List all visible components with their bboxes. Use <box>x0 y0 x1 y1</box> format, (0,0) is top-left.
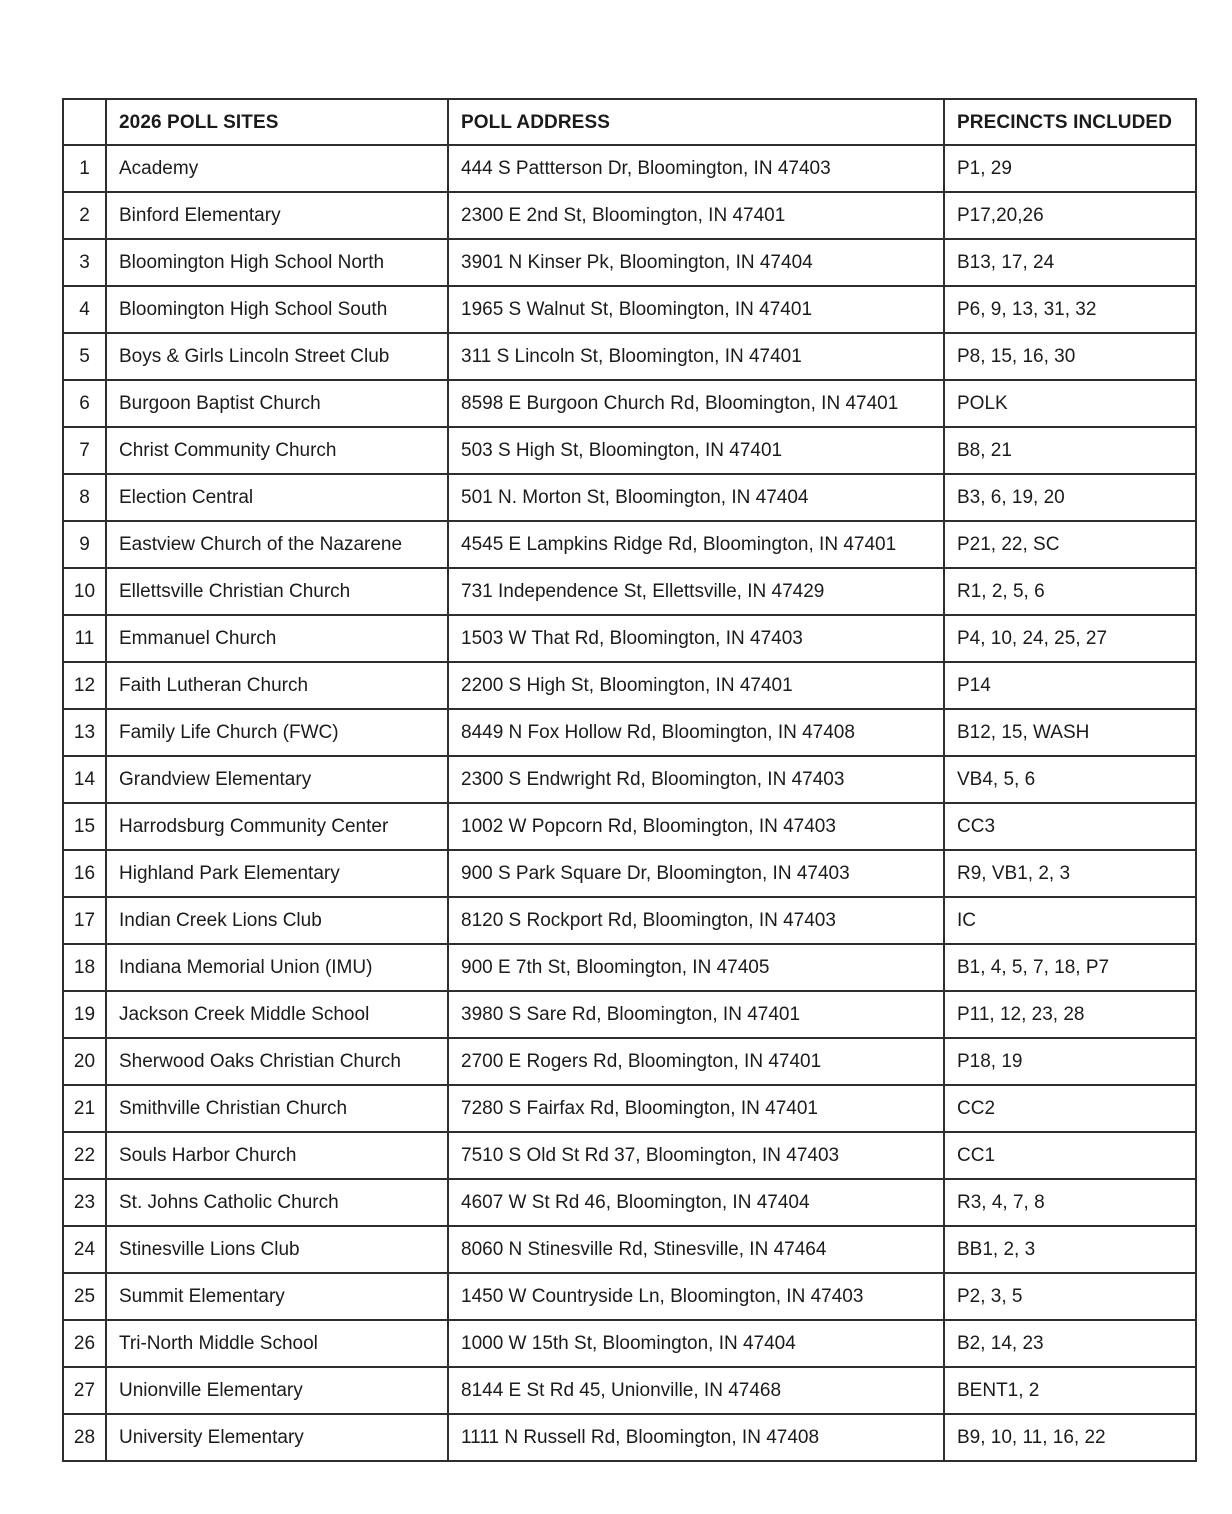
row-number-cell: 2 <box>63 192 106 239</box>
table-body <box>63 145 1196 1461</box>
poll-address-cell: 2300 S Endwright Rd, Bloomington, IN 47403 <box>448 756 944 803</box>
table-row <box>63 1273 1196 1320</box>
precincts-cell: B13, 17, 24 <box>944 239 1196 286</box>
poll-address-cell: 900 S Park Square Dr, Bloomington, IN 47403 <box>448 850 944 897</box>
row-number-cell: 6 <box>63 380 106 427</box>
precincts-cell: R9, VB1, 2, 3 <box>944 850 1196 897</box>
table-row <box>63 1038 1196 1085</box>
precincts-cell: B3, 6, 19, 20 <box>944 474 1196 521</box>
row-number-cell: 10 <box>63 568 106 615</box>
poll-site-cell: Unionville Elementary <box>106 1367 448 1414</box>
table-row <box>63 239 1196 286</box>
table-row <box>63 1132 1196 1179</box>
table-row <box>63 944 1196 991</box>
poll-site-cell: Tri-North Middle School <box>106 1320 448 1367</box>
precincts-cell: P8, 15, 16, 30 <box>944 333 1196 380</box>
table-row <box>63 897 1196 944</box>
precincts-cell: VB4, 5, 6 <box>944 756 1196 803</box>
row-number-cell: 20 <box>63 1038 106 1085</box>
row-number-cell: 7 <box>63 427 106 474</box>
table-row <box>63 1085 1196 1132</box>
header-poll-address: POLL ADDRESS <box>448 99 944 145</box>
poll-site-cell: Election Central <box>106 474 448 521</box>
poll-site-cell: St. Johns Catholic Church <box>106 1179 448 1226</box>
table-row <box>63 568 1196 615</box>
row-number-cell: 9 <box>63 521 106 568</box>
row-number-cell: 13 <box>63 709 106 756</box>
poll-site-cell: Grandview Elementary <box>106 756 448 803</box>
poll-site-cell: Summit Elementary <box>106 1273 448 1320</box>
poll-address-cell: 8598 E Burgoon Church Rd, Bloomington, IN 47401 <box>448 380 944 427</box>
row-number-cell: 25 <box>63 1273 106 1320</box>
precincts-cell: P11, 12, 23, 28 <box>944 991 1196 1038</box>
precincts-cell: CC2 <box>944 1085 1196 1132</box>
precincts-cell: BENT1, 2 <box>944 1367 1196 1414</box>
precincts-cell: B2, 14, 23 <box>944 1320 1196 1367</box>
poll-site-cell: Harrodsburg Community Center <box>106 803 448 850</box>
header-poll-sites: 2026 POLL SITES <box>106 99 448 145</box>
row-number-cell: 17 <box>63 897 106 944</box>
row-number-cell: 24 <box>63 1226 106 1273</box>
poll-site-cell: Family Life Church (FWC) <box>106 709 448 756</box>
precincts-cell: IC <box>944 897 1196 944</box>
table-row <box>63 380 1196 427</box>
poll-address-cell: 1000 W 15th St, Bloomington, IN 47404 <box>448 1320 944 1367</box>
poll-site-cell: Emmanuel Church <box>106 615 448 662</box>
poll-address-cell: 1450 W Countryside Ln, Bloomington, IN 47403 <box>448 1273 944 1320</box>
row-number-cell: 11 <box>63 615 106 662</box>
poll-address-cell: 2300 E 2nd St, Bloomington, IN 47401 <box>448 192 944 239</box>
poll-address-cell: 4607 W St Rd 46, Bloomington, IN 47404 <box>448 1179 944 1226</box>
precincts-cell: B9, 10, 11, 16, 22 <box>944 1414 1196 1461</box>
precincts-cell: B8, 21 <box>944 427 1196 474</box>
row-number-cell: 5 <box>63 333 106 380</box>
table-row <box>63 1226 1196 1273</box>
precincts-cell: P18, 19 <box>944 1038 1196 1085</box>
table-row <box>63 756 1196 803</box>
poll-site-cell: Academy <box>106 145 448 192</box>
poll-address-cell: 8060 N Stinesville Rd, Stinesville, IN 47464 <box>448 1226 944 1273</box>
poll-site-cell: Boys & Girls Lincoln Street Club <box>106 333 448 380</box>
poll-site-cell: Indian Creek Lions Club <box>106 897 448 944</box>
table-row <box>63 803 1196 850</box>
header-blank-cell <box>63 99 106 145</box>
table-row <box>63 427 1196 474</box>
poll-address-cell: 311 S Lincoln St, Bloomington, IN 47401 <box>448 333 944 380</box>
poll-address-cell: 1965 S Walnut St, Bloomington, IN 47401 <box>448 286 944 333</box>
poll-address-cell: 731 Independence St, Ellettsville, IN 47429 <box>448 568 944 615</box>
poll-address-cell: 8449 N Fox Hollow Rd, Bloomington, IN 47408 <box>448 709 944 756</box>
poll-address-cell: 501 N. Morton St, Bloomington, IN 47404 <box>448 474 944 521</box>
row-number-cell: 27 <box>63 1367 106 1414</box>
row-number-cell: 12 <box>63 662 106 709</box>
row-number-cell: 8 <box>63 474 106 521</box>
precincts-cell: P21, 22, SC <box>944 521 1196 568</box>
poll-site-cell: Jackson Creek Middle School <box>106 991 448 1038</box>
precincts-cell: P1, 29 <box>944 145 1196 192</box>
table-row <box>63 1414 1196 1461</box>
poll-site-cell: Binford Elementary <box>106 192 448 239</box>
precincts-cell: CC3 <box>944 803 1196 850</box>
row-number-cell: 14 <box>63 756 106 803</box>
row-number-cell: 18 <box>63 944 106 991</box>
table-row <box>63 333 1196 380</box>
poll-address-cell: 4545 E Lampkins Ridge Rd, Bloomington, IN 47401 <box>448 521 944 568</box>
row-number-cell: 23 <box>63 1179 106 1226</box>
poll-address-cell: 8144 E St Rd 45, Unionville, IN 47468 <box>448 1367 944 1414</box>
poll-site-cell: Highland Park Elementary <box>106 850 448 897</box>
table-row <box>63 709 1196 756</box>
poll-address-cell: 900 E 7th St, Bloomington, IN 47405 <box>448 944 944 991</box>
header-row <box>63 99 1196 145</box>
poll-address-cell: 2200 S High St, Bloomington, IN 47401 <box>448 662 944 709</box>
precincts-cell: B12, 15, WASH <box>944 709 1196 756</box>
precincts-cell: P17,20,26 <box>944 192 1196 239</box>
poll-site-cell: Bloomington High School North <box>106 239 448 286</box>
poll-address-cell: 1111 N Russell Rd, Bloomington, IN 47408 <box>448 1414 944 1461</box>
table-row <box>63 286 1196 333</box>
table-row <box>63 192 1196 239</box>
poll-address-cell: 3901 N Kinser Pk, Bloomington, IN 47404 <box>448 239 944 286</box>
table-row <box>63 662 1196 709</box>
precincts-cell: BB1, 2, 3 <box>944 1226 1196 1273</box>
precincts-cell: B1, 4, 5, 7, 18, P7 <box>944 944 1196 991</box>
table-row <box>63 991 1196 1038</box>
row-number-cell: 22 <box>63 1132 106 1179</box>
table-row <box>63 615 1196 662</box>
poll-site-cell: Faith Lutheran Church <box>106 662 448 709</box>
precincts-cell: R1, 2, 5, 6 <box>944 568 1196 615</box>
row-number-cell: 21 <box>63 1085 106 1132</box>
table-row <box>63 521 1196 568</box>
table-row <box>63 474 1196 521</box>
poll-site-cell: Smithville Christian Church <box>106 1085 448 1132</box>
row-number-cell: 28 <box>63 1414 106 1461</box>
table-row <box>63 1179 1196 1226</box>
poll-site-cell: University Elementary <box>106 1414 448 1461</box>
header-precincts-included: PRECINCTS INCLUDED <box>944 99 1196 145</box>
poll-site-cell: Stinesville Lions Club <box>106 1226 448 1273</box>
table-row <box>63 1367 1196 1414</box>
poll-site-cell: Christ Community Church <box>106 427 448 474</box>
poll-address-cell: 1002 W Popcorn Rd, Bloomington, IN 47403 <box>448 803 944 850</box>
table-row <box>63 850 1196 897</box>
poll-address-cell: 7510 S Old St Rd 37, Bloomington, IN 47403 <box>448 1132 944 1179</box>
poll-site-cell: Bloomington High School South <box>106 286 448 333</box>
row-number-cell: 1 <box>63 145 106 192</box>
precincts-cell: P4, 10, 24, 25, 27 <box>944 615 1196 662</box>
precincts-cell: P14 <box>944 662 1196 709</box>
poll-address-cell: 7280 S Fairfax Rd, Bloomington, IN 47401 <box>448 1085 944 1132</box>
table-row <box>63 1320 1196 1367</box>
poll-sites-table <box>62 98 1197 1462</box>
poll-address-cell: 1503 W That Rd, Bloomington, IN 47403 <box>448 615 944 662</box>
row-number-cell: 4 <box>63 286 106 333</box>
poll-site-cell: Burgoon Baptist Church <box>106 380 448 427</box>
row-number-cell: 16 <box>63 850 106 897</box>
poll-site-cell: Eastview Church of the Nazarene <box>106 521 448 568</box>
row-number-cell: 19 <box>63 991 106 1038</box>
poll-address-cell: 503 S High St, Bloomington, IN 47401 <box>448 427 944 474</box>
precincts-cell: POLK <box>944 380 1196 427</box>
poll-address-cell: 3980 S Sare Rd, Bloomington, IN 47401 <box>448 991 944 1038</box>
poll-site-cell: Ellettsville Christian Church <box>106 568 448 615</box>
poll-address-cell: 8120 S Rockport Rd, Bloomington, IN 47403 <box>448 897 944 944</box>
poll-site-cell: Souls Harbor Church <box>106 1132 448 1179</box>
poll-address-cell: 2700 E Rogers Rd, Bloomington, IN 47401 <box>448 1038 944 1085</box>
table-row <box>63 145 1196 192</box>
row-number-cell: 3 <box>63 239 106 286</box>
precincts-cell: R3, 4, 7, 8 <box>944 1179 1196 1226</box>
poll-site-cell: Sherwood Oaks Christian Church <box>106 1038 448 1085</box>
poll-site-cell: Indiana Memorial Union (IMU) <box>106 944 448 991</box>
precincts-cell: P2, 3, 5 <box>944 1273 1196 1320</box>
row-number-cell: 26 <box>63 1320 106 1367</box>
row-number-cell: 15 <box>63 803 106 850</box>
poll-address-cell: 444 S Pattterson Dr, Bloomington, IN 47403 <box>448 145 944 192</box>
precincts-cell: P6, 9, 13, 31, 32 <box>944 286 1196 333</box>
precincts-cell: CC1 <box>944 1132 1196 1179</box>
